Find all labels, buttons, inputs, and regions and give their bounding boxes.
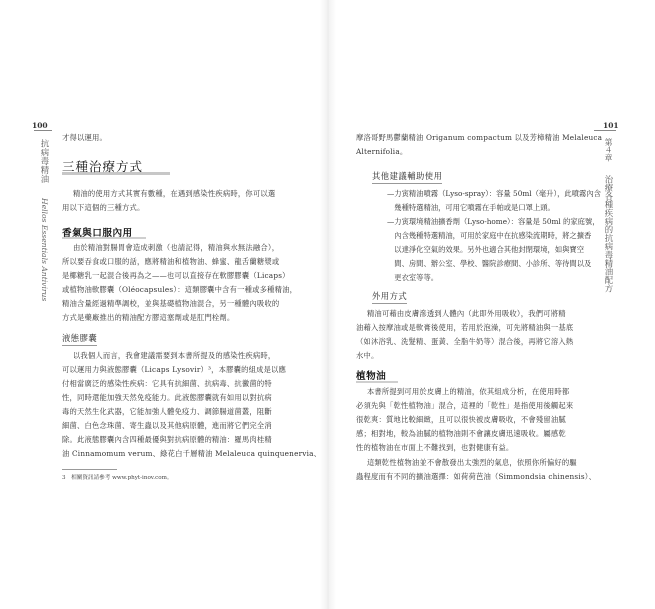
veg-heading: 植物油 (356, 371, 387, 382)
left-page-number: 100 (32, 121, 48, 130)
oral-para-line: 由於精油對腸胃會造成刺激（也請記得，精油與水無法融合）， (72, 243, 280, 252)
capsule-para-line: 性，同時還能加強天然免疫能力。此液態膠囊就有如用以對抗病 (62, 393, 272, 402)
section-para-line: 用以下這個的三種方式。 (62, 203, 145, 212)
veg-para1-line: 感；相對地，較為油膩的植物油則不會讓皮膚迅速吸收。屬感乾 (356, 429, 566, 438)
inhale-item-line: 以達淨化空氣的效果。另外也適合其他封閉環境，如與寶空 (387, 245, 585, 254)
left-vertical-title: 抗病毒精油 (40, 139, 50, 184)
left-side-tab-rule (34, 130, 52, 131)
inhale-item-line: —力寅環境精油擴香劑（Lyso-home）：容量是 50ml 的家庭號， (387, 217, 600, 226)
inhale-item-line: 間、房間、辦公室、學校、醫院診療間、小診所、等待間以及 (387, 259, 592, 268)
veg-para1-line: 性的植物油在市面上不難找到，也對健康有益。 (356, 443, 514, 452)
right-page-number: 101 (603, 121, 619, 130)
external-para-line: 水中。 (356, 351, 379, 360)
veg-para1-line: 本書所提到可用於皮膚上的精油，依其組成分析，在使用時都 (366, 387, 570, 396)
capsule-para-line: 以我個人而言，我會建議需要到本書所提及的感染性疾病時， (72, 351, 276, 360)
capsule-para-line: 除。此液態膠囊內含四種最優與對抗病原體的精油：羅馬肉桂精 (62, 435, 272, 444)
right-chapter-label: 第４章 (604, 138, 613, 162)
right-vertical-title: 治療各種疾病的抗病毒精油配方 (604, 175, 614, 293)
top-line: Alternifolia。 (356, 147, 408, 156)
inhale-item-line: 內含幾種特選精油，可用於家庭中在抗感染流期時，將之擴香 (387, 231, 592, 240)
capsule-para-line: 油 Cinnamomum verum、綠花白千層精油 Melaleuca quinquenervia、 (62, 449, 322, 458)
capsule-para-line: 付相當廣泛的感染性疾病：它具有抗細菌、抗病毒、抗黴菌的特 (62, 379, 272, 388)
capsule-para-line: 毒的天然生化武器，它能加強人體免疫力、調節腸道菌叢，阻斷 (62, 407, 272, 416)
veg-para2-line: 蟲程度而有不同的擴油選擇：如荷荷芭油（Simmondsia chinensis）、 (356, 472, 597, 481)
intro-line: 才得以運用。 (62, 133, 107, 142)
veg-para1-line: 很乾爽：質地比較細緻，且可以很快被皮膚吸收，不會殘留油膩 (356, 415, 566, 424)
section-para-line: 精油的使用方式其實有數種，在遇到感染性疾病時，你可以選 (72, 189, 276, 198)
external-para-line: 油藉入按摩油或是軟膏後使用，若用於泡澡，可先將精油與一基底 (356, 323, 574, 332)
external-para-line: 精油可藉由皮膚滲透到人體內（此即外用吸收），我們可將精 (366, 309, 566, 318)
section-title: 三種治療方式 (62, 159, 144, 174)
oral-para-line: 方式是藥廠推出的精油配方膠這塞劑或是肛門栓劑。 (62, 313, 235, 322)
external-heading: 外用方式 (372, 290, 407, 304)
inhale-heading: 其他建議輔助使用 (372, 170, 442, 184)
external-para-line: （如沐浴乳、洗髮精、蛋黃、全脂牛奶等）混合後，再將它溶入熱 (356, 337, 574, 346)
capsule-para-line: 可以運用力與液態膠囊（Licaps Lysovir）³，本膠囊的組成是以應 (62, 365, 287, 374)
inhale-item-line: —力寅精油噴霧（Lyso-spray）：容量 50ml（毫升），此噴霧內含 (387, 189, 601, 198)
capsule-heading: 液態膠囊 (62, 332, 97, 346)
veg-para1-line: 必須先與「乾性植物油」混合，這裡的「乾性」是指使用後觸起來 (356, 401, 574, 410)
footnote: 3 相關資訊請參考 www.phyt-inov.com。 (62, 475, 173, 481)
capsule-para-line: 細菌、白色念珠菌、寄生蟲以及其他病原體，進而將它們完全消 (62, 421, 272, 430)
oral-para-line: 精油含量經過精準調校，並與基礎植物油混合，另一種體內吸收的 (62, 299, 280, 308)
left-page (0, 0, 327, 609)
veg-para2-line: 這類乾性植物油並不會散發出太強烈的氣息，依照你所偏好的驅 (366, 458, 577, 467)
inhale-item-line: 更衣室等等。 (387, 273, 439, 282)
oral-para-line: 或植物油軟膠囊（Oléocapsules）：這類膠囊中含有一種或多種精油， (62, 285, 298, 294)
inhale-item-line: 幾種特選精油，可用它噴霧在手帕或是口罩上頭。 (387, 203, 555, 212)
oral-heading: 香氣與口服內用 (62, 228, 133, 239)
top-line: 摩洛哥野馬鬱蘭精油 Origanum compactum 以及芳樟精油 Melaleuca (356, 133, 603, 142)
oral-para-line: 所以要吞食或口服的話，應將精油和植物油、蜂蜜、龍舌蘭糖漿或 (62, 257, 280, 266)
left-vertical-subtitle: Hellos Essentials Antivirus (40, 198, 49, 302)
oral-para-line: 是椰糖乳一起混合後再為之——也可以直接存在軟膠膠囊（Licaps） (62, 271, 290, 280)
right-page (328, 0, 655, 609)
footnote-rule (62, 469, 117, 470)
